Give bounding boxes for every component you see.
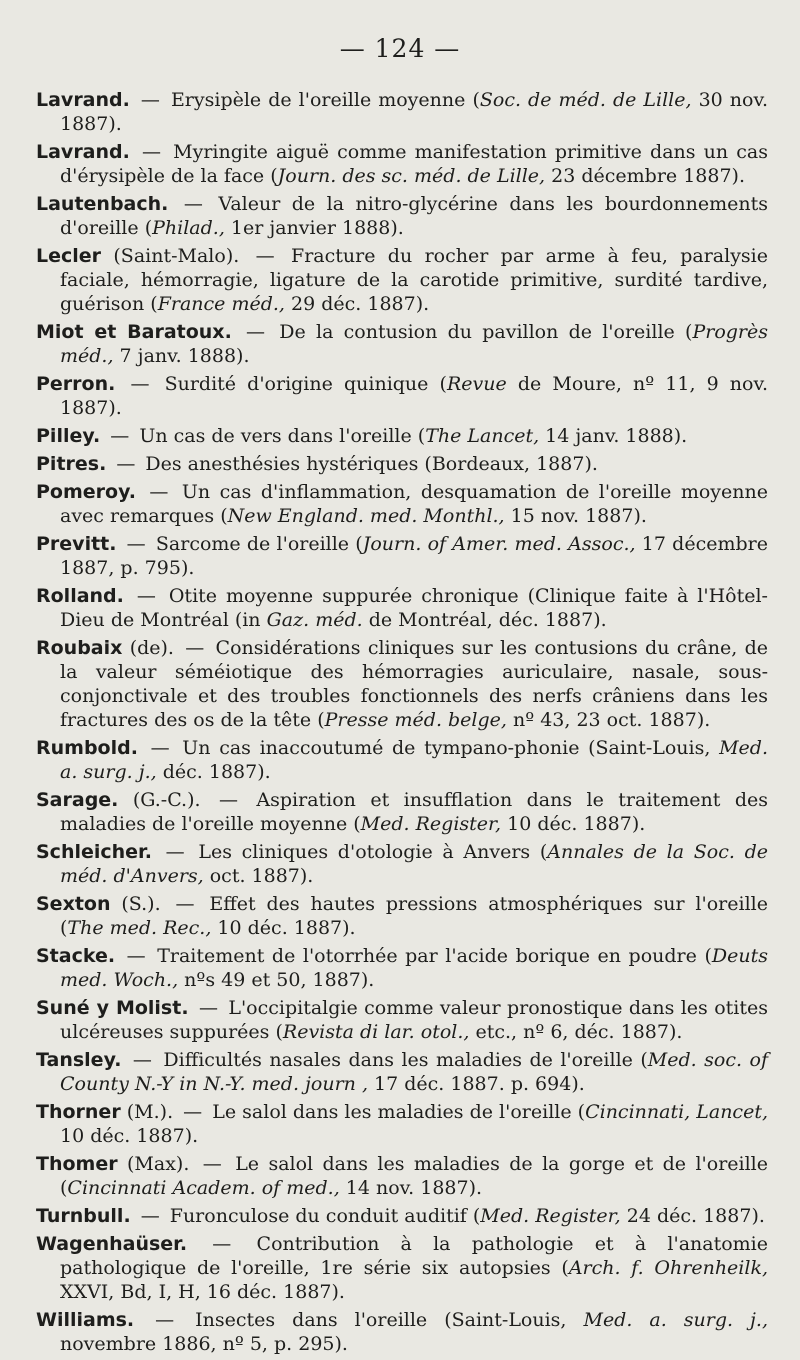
entry-source-prefix: ( bbox=[60, 1177, 68, 1199]
entry-source-prefix: ( bbox=[472, 1205, 481, 1227]
entry-author: Miot et Baratoux. bbox=[36, 321, 232, 343]
entry-author: Pomeroy. bbox=[36, 481, 136, 503]
entry-author: Schleicher. bbox=[36, 841, 152, 863]
entry-source-suffix: 24 déc. 1887). bbox=[620, 1205, 765, 1227]
entry-author-note: (Max). bbox=[117, 1153, 190, 1175]
entry-source-suffix: 14 nov. 1887). bbox=[339, 1177, 483, 1199]
entry-source-suffix: 10 déc. 1887). bbox=[501, 813, 646, 835]
bibliography-entry: Perron. — Surdité d'origine quinique (Revue de Moure, nº 11, 9 nov. 1887). bbox=[36, 373, 768, 419]
entry-author: Rumbold. bbox=[36, 737, 138, 759]
entry-title: Un cas inaccoutumé de tympano-phonie bbox=[182, 737, 580, 759]
entry-author: Thomer bbox=[36, 1153, 118, 1175]
entry-source-prefix: ( bbox=[472, 89, 480, 111]
entry-journal: Cincinnati, Lancet, bbox=[585, 1101, 768, 1123]
entry-journal: Cincinnati Academ. of med., bbox=[67, 1177, 340, 1199]
entry-source-suffix: de Moure, nº 11, 9 nov. 1887). bbox=[60, 373, 768, 419]
entry-journal: Med. Register, bbox=[480, 1205, 621, 1227]
entry-author: Turnbull. bbox=[36, 1205, 131, 1227]
entry-source-prefix: ( bbox=[577, 1101, 586, 1123]
bibliography-entry: Lavrand. — Erysipèle de l'oreille moyenne (Soc. de méd. de Lille, 30 nov. 1887). bbox=[36, 89, 768, 135]
entry-source-suffix: 15 nov. 1887). bbox=[504, 505, 647, 527]
entry-source-prefix: ( bbox=[355, 533, 363, 555]
bibliography-entry: Lecler (Saint-Malo). — Fracture du rocher par arme à feu, paralysie faciale, hémorragie, ligature de la carotide primitive, surdité tardive, guérison (France méd., 29 déc. 1887). bbox=[36, 245, 768, 315]
bibliography-entry: Stacke. — Traitement de l'otorrhée par l'acide borique en poudre (Deuts med. Woch., nºs 49 et 50, 1887). bbox=[36, 945, 768, 991]
bibliography-entry: Pilley. — Un cas de vers dans l'oreille (The Lancet, 14 janv. 1888). bbox=[36, 425, 688, 447]
entry-source-prefix: ( bbox=[640, 1049, 648, 1071]
entry-source-suffix: 17 déc. 1887. p. 694). bbox=[368, 1073, 585, 1095]
bibliography-entry: Thomer (Max). — Le salol dans les maladies de la gorge et de l'oreille (Cincinnati Academ. of med., 14 nov. 1887). bbox=[36, 1153, 768, 1199]
entry-author: Williams. bbox=[36, 1309, 135, 1331]
entry-source-prefix: ( bbox=[150, 293, 158, 315]
bibliography-entry: Suné y Molist. — L'occipitalgie comme valeur pronostique dans les otites ulcéreuses suppurées (Revista di lar. otol., etc., nº 6, déc. 1887). bbox=[36, 997, 768, 1043]
bibliography-entry: Schleicher. — Les cliniques d'otologie à Anvers (Annales de la Soc. de méd. d'Anvers, oct. 1887). bbox=[36, 841, 768, 887]
entry-author-note: (Saint-Malo). bbox=[101, 245, 240, 267]
entry-source-suffix: 30 nov. 1887). bbox=[60, 89, 768, 135]
entry-title: Sarcome de l'oreille bbox=[155, 533, 350, 555]
bibliography-entry: Williams. — Insectes dans l'oreille (Saint-Louis, Med. a. surg. j., novembre 1886, nº 5, p. 295). bbox=[36, 1309, 768, 1355]
entry-author-note: (M.). bbox=[120, 1101, 174, 1123]
entry-author: Rolland. bbox=[36, 585, 124, 607]
bibliography-entry: Roubaix (de). — Considérations cliniques sur les contusions du crâne, de la valeur séméiotique des hémorragies auriculaire, nasale, sous-conjonctivale et des troubles fonctionnels des nerfs crâniens dans les fractures des os de la tête (Presse méd. belge, nº 43, 23 oct. 1887). bbox=[36, 637, 768, 731]
entry-source-prefix: (Saint-Louis, bbox=[444, 1309, 584, 1331]
bibliography-entry: Thorner (M.). — Le salol dans les maladies de l'oreille (Cincinnati, Lancet, 10 déc. 1887). bbox=[36, 1101, 768, 1147]
entry-title: Aspiration et insufflation dans le traitement des maladies de l'oreille moyenne bbox=[60, 789, 768, 835]
entry-source-suffix: de Montréal, déc. 1887). bbox=[362, 609, 607, 631]
entry-author-note: (de). bbox=[122, 637, 174, 659]
entry-source-prefix: ( bbox=[539, 841, 548, 863]
entry-journal: Progrès méd., bbox=[60, 321, 768, 367]
entry-author: Suné y Molist. bbox=[36, 997, 189, 1019]
entry-source-suffix: nº 43, 23 oct. 1887). bbox=[506, 709, 711, 731]
entry-journal: Revista di lar. otol., bbox=[282, 1021, 470, 1043]
entry-title: Les cliniques d'otologie à Anvers bbox=[198, 841, 531, 863]
entry-source-prefix: ( bbox=[275, 1021, 283, 1043]
entry-journal: Med. soc. of County N.-Y in N.-Y. med. journ , bbox=[60, 1049, 768, 1095]
entry-author: Lautenbach. bbox=[36, 193, 169, 215]
entry-journal: France méd., bbox=[157, 293, 285, 315]
entry-source-prefix: ( bbox=[417, 425, 426, 447]
bibliography-entry: Lautenbach. — Valeur de la nitro-glycérine dans les bourdonnements d'oreille (Philad., 1er janvier 1888). bbox=[36, 193, 768, 239]
entry-journal: Philad., bbox=[152, 217, 225, 239]
bibliography-entry: Miot et Baratoux. — De la contusion du pavillon de l'oreille (Progrès méd., 7 janv. 1888). bbox=[36, 321, 768, 367]
entry-title: Erysipèle de l'oreille moyenne bbox=[170, 89, 466, 111]
bibliography-entry: Rumbold. — Un cas inaccoutumé de tympano-phonie (Saint-Louis, Med. a. surg. j., déc. 1887). bbox=[36, 737, 768, 783]
entry-author: Lavrand. bbox=[36, 141, 130, 163]
entry-journal: Journ. of Amer. med. Assoc., bbox=[362, 533, 636, 555]
entry-title: Fracture du rocher par arme à feu, paralysie faciale, hémorragie, ligature de la carotide primitive, surdité tardive, guérison bbox=[60, 245, 768, 315]
entry-source-prefix: ( bbox=[317, 709, 325, 731]
entry-journal: Med. Register, bbox=[360, 813, 502, 835]
entry-source-suffix: 10 déc. 1887). bbox=[60, 1125, 199, 1147]
entry-author: Wagenhaüser. bbox=[36, 1233, 188, 1255]
entry-source-suffix: XXVI, Bd, I, H, 16 déc. 1887). bbox=[60, 1281, 345, 1303]
page-number: — 124 — bbox=[339, 34, 461, 63]
entry-title: L'occipitalgie comme valeur pronostique dans les otites ulcéreuses suppurées bbox=[60, 997, 768, 1043]
entry-source-suffix: nºs 49 et 50, 1887). bbox=[178, 969, 375, 991]
entry-author: Sarage. bbox=[36, 789, 119, 811]
bibliography-entry: Pomeroy. — Un cas d'inflammation, desquamation de l'oreille moyenne avec remarques (New England. med. Monthl., 15 nov. 1887). bbox=[36, 481, 768, 527]
entry-title: Traitement de l'otorrhée par l'acide borique en poudre bbox=[157, 945, 697, 967]
entry-journal: Gaz. méd. bbox=[266, 609, 363, 631]
entry-source-prefix: ( bbox=[270, 165, 278, 187]
entry-author-note: (S.). bbox=[110, 893, 161, 915]
entry-title: Surdité d'origine quinique bbox=[164, 373, 429, 395]
entry-source-suffix: 29 déc. 1887). bbox=[284, 293, 430, 315]
entry-source-suffix: oct. 1887). bbox=[203, 865, 314, 887]
entry-journal: Presse méd. belge, bbox=[324, 709, 507, 731]
entry-source-prefix: ( bbox=[704, 945, 712, 967]
entry-title: Insectes dans l'oreille bbox=[195, 1309, 428, 1331]
entry-source-prefix: (Saint-Louis, bbox=[588, 737, 720, 759]
entry-author: Perron. bbox=[36, 373, 116, 395]
entry-author: Pitres. bbox=[36, 453, 107, 475]
entry-source-suffix: 7 janv. 1888). bbox=[113, 345, 250, 367]
entry-journal: New England. med. Monthl., bbox=[227, 505, 505, 527]
entry-title: Difficultés nasales dans les maladies de l'oreille bbox=[163, 1049, 633, 1071]
entry-title: Des anesthésies hystériques bbox=[145, 453, 419, 475]
bibliography-entry: Tansley. — Difficultés nasales dans les maladies de l'oreille (Med. soc. of County N.-Y in N.-Y. med. journ , 17 déc. 1887. p. 694). bbox=[36, 1049, 768, 1095]
bibliography-entry: Turnbull. — Furonculose du conduit auditif (Med. Register, 24 déc. 1887). bbox=[36, 1205, 765, 1227]
bibliography-entry: Wagenhaüser. — Contribution à la pathologie et à l'anatomie pathologique de l'oreille, 1re série six autopsies (Arch. f. Ohrenheilk, XXVI, Bd, I, H, 16 déc. 1887). bbox=[36, 1233, 769, 1303]
bibliography-list bbox=[36, 88, 768, 1360]
entry-title: Le salol dans les maladies de la gorge et de l'oreille bbox=[235, 1153, 768, 1175]
entry-journal: The med. Rec., bbox=[67, 917, 212, 939]
entry-source-suffix: 14 janv. 1888). bbox=[539, 425, 688, 447]
entry-source-prefix: ( bbox=[60, 917, 68, 939]
entry-title: Effet des hautes pressions atmosphériques sur l'oreille bbox=[209, 893, 768, 915]
entry-title: Valeur de la nitro-glycérine dans les bourdonnements d'oreille bbox=[60, 193, 768, 239]
entry-title: De la contusion du pavillon de l'oreille bbox=[279, 321, 675, 343]
entry-title: Un cas d'inflammation, desquamation de l'oreille moyenne avec remarques bbox=[60, 481, 768, 527]
entry-title: Le salol dans les maladies de l'oreille bbox=[212, 1101, 572, 1123]
bibliography-entry: Previtt. — Sarcome de l'oreille (Journ. of Amer. med. Assoc., 17 décembre 1887, p. 795). bbox=[36, 533, 768, 579]
entry-source-prefix: ( bbox=[561, 1257, 569, 1279]
entry-author: Lecler bbox=[36, 245, 102, 267]
entry-source-prefix: ( bbox=[439, 373, 447, 395]
entry-author: Previtt. bbox=[36, 533, 117, 555]
entry-source-suffix: 1er janvier 1888). bbox=[224, 217, 404, 239]
entry-author: Roubaix bbox=[36, 637, 123, 659]
entry-journal: Med. a. surg. j., bbox=[583, 1309, 768, 1331]
bibliography-entry: Sexton (S.). — Effet des hautes pressions atmosphériques sur l'oreille (The med. Rec., 10 déc. 1887). bbox=[36, 893, 768, 939]
entry-author: Stacke. bbox=[36, 945, 116, 967]
entry-source-suffix: etc., nº 6, déc. 1887). bbox=[469, 1021, 683, 1043]
entry-journal: Revue bbox=[446, 373, 507, 395]
entry-title: Considérations cliniques sur les contusions du crâne, de la valeur séméiotique des hémorragies auriculaire, nasale, sous-conjonctivale et des troubles fonctionnels des nerfs crâniens dans les fractures des os de la tête bbox=[60, 637, 768, 731]
entry-author-note: (G.-C.). bbox=[118, 789, 201, 811]
entry-source-prefix: (Clinique faite à l'Hôtel-Dieu de Montréal (in bbox=[60, 585, 768, 631]
entry-journal: Arch. f. Ohrenheilk, bbox=[568, 1257, 769, 1279]
entry-journal: Journ. des sc. méd. de Lille, bbox=[277, 165, 546, 187]
entry-source-prefix: ( bbox=[353, 813, 361, 835]
entry-source-suffix: novembre 1886, nº 5, p. 295). bbox=[60, 1333, 348, 1355]
entry-title: Otite moyenne suppurée chronique bbox=[168, 585, 519, 607]
entry-journal: Soc. de méd. de Lille, bbox=[479, 89, 692, 111]
entry-journal: Deuts med. Woch., bbox=[60, 945, 768, 991]
entry-title: Myringite aiguë comme manifestation primitive dans un cas d'érysipèle de la face bbox=[60, 141, 768, 187]
entry-title: Contribution à la pathologie et à l'anatomie pathologique de l'oreille, 1re série six autopsies bbox=[60, 1233, 768, 1279]
entry-journal: Med. a. surg. j., bbox=[60, 737, 768, 783]
entry-author: Pilley. bbox=[36, 425, 101, 447]
bibliography-entry: Sarage. (G.-C.). — Aspiration et insufflation dans le traitement des maladies de l'oreille moyenne (Med. Register, 10 déc. 1887). bbox=[36, 789, 768, 835]
entry-source-prefix: ( bbox=[685, 321, 693, 343]
entry-journal: The Lancet, bbox=[425, 425, 540, 447]
entry-author: Thorner bbox=[36, 1101, 121, 1123]
entry-source-suffix: 23 décembre 1887). bbox=[545, 165, 746, 187]
entry-source-suffix: déc. 1887). bbox=[156, 761, 271, 783]
entry-journal: Annales de la Soc. de méd. d'Anvers, bbox=[60, 841, 768, 887]
entry-author: Tansley. bbox=[36, 1049, 122, 1071]
entry-title: Furonculose du conduit auditif bbox=[169, 1205, 467, 1227]
entry-author: Sexton bbox=[36, 893, 111, 915]
entry-source-suffix: 10 déc. 1887). bbox=[211, 917, 356, 939]
bibliography-entry: Rolland. — Otite moyenne suppurée chronique (Clinique faite à l'Hôtel-Dieu de Montréal (in Gaz. méd. de Montréal, déc. 1887). bbox=[36, 585, 768, 631]
entry-source-suffix: 17 décembre 1887, p. 795). bbox=[60, 533, 768, 579]
entry-title: Un cas de vers dans l'oreille bbox=[139, 425, 412, 447]
entry-source-prefix: (Bordeaux, 1887). bbox=[424, 453, 598, 475]
bibliography-entry: Pitres. — Des anesthésies hystériques (Bordeaux, 1887). bbox=[36, 453, 598, 475]
entry-author: Lavrand. bbox=[36, 89, 130, 111]
entry-source-prefix: ( bbox=[144, 217, 153, 239]
bibliography-entry: Lavrand. — Myringite aiguë comme manifestation primitive dans un cas d'érysipèle de la face (Journ. des sc. méd. de Lille, 23 décembre 1887). bbox=[36, 141, 768, 187]
entry-source-prefix: ( bbox=[220, 505, 228, 527]
